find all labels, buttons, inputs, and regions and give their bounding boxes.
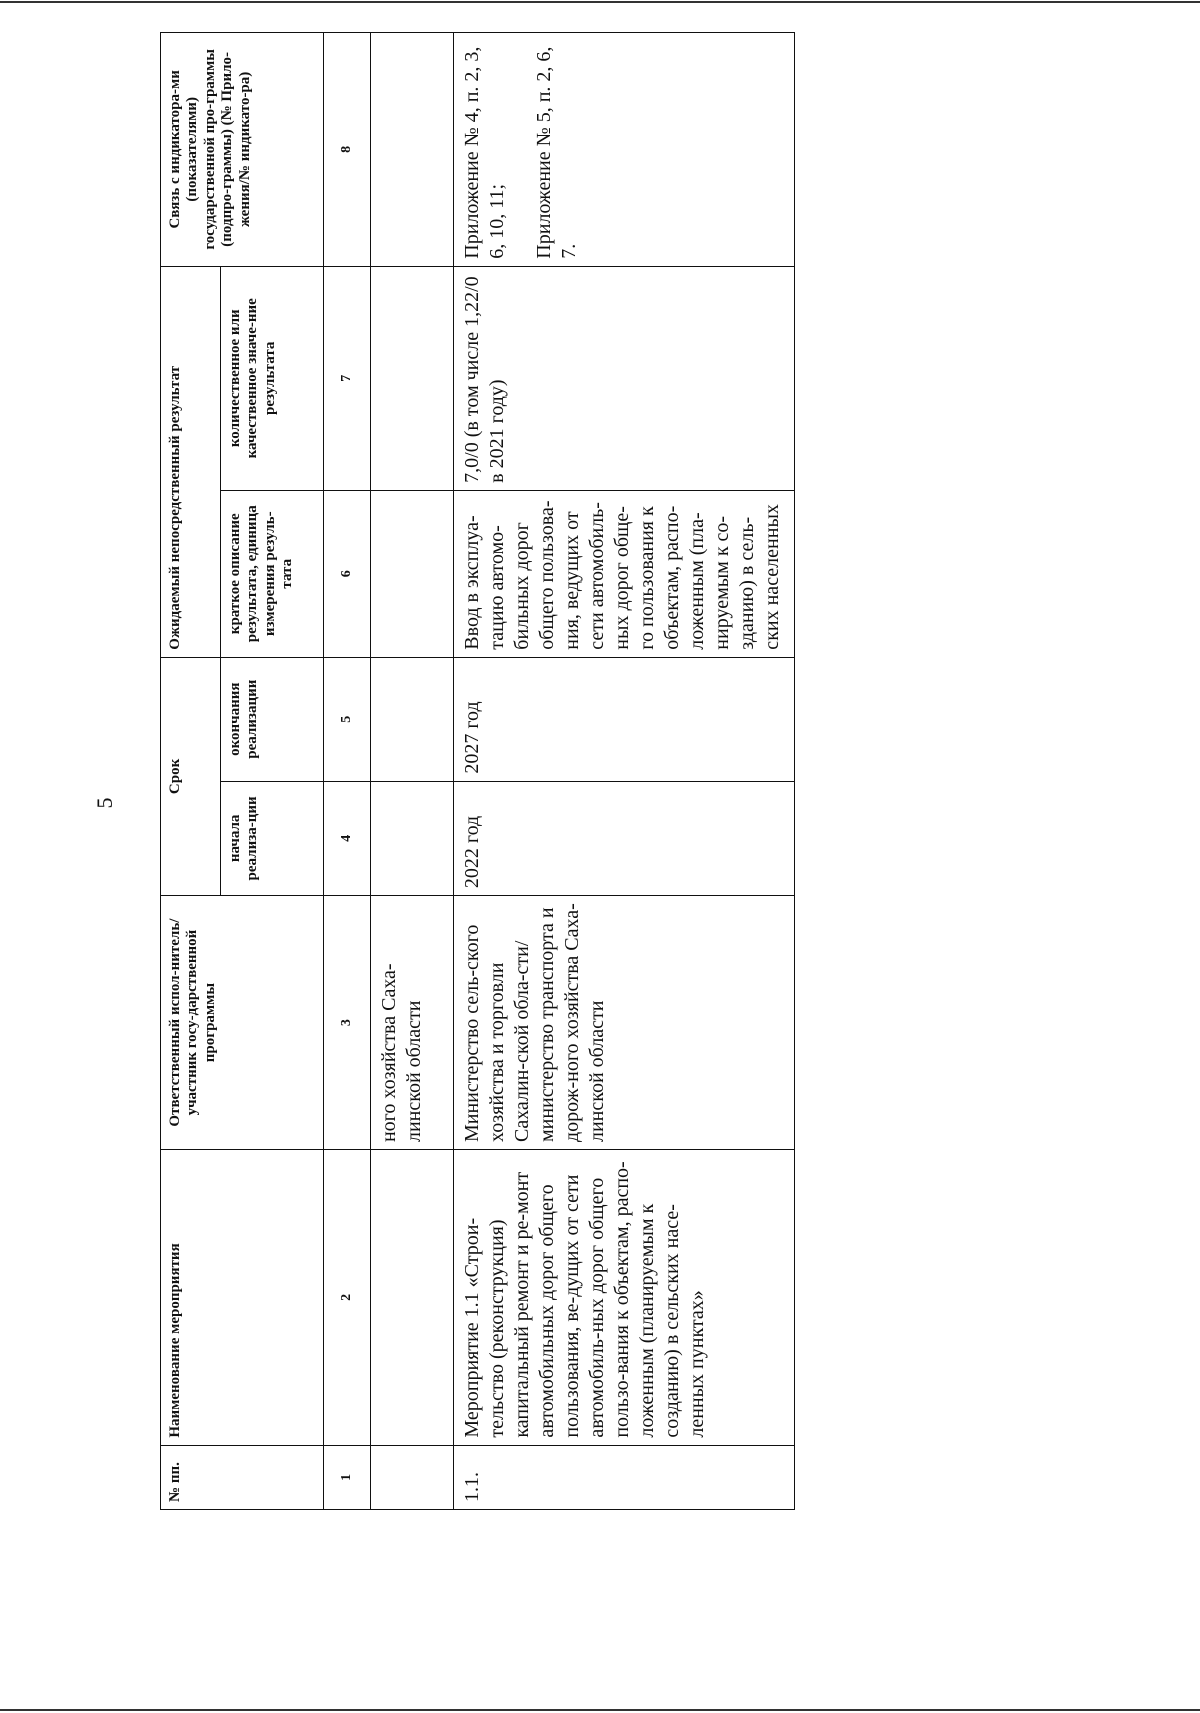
header-row-1 bbox=[161, 33, 221, 1510]
row-number: 1.1. bbox=[454, 1445, 795, 1509]
header-term-end: окончания реализации bbox=[221, 657, 324, 781]
result-value: 7,0/0 (в том числе 1,22/0 в 2021 году) bbox=[454, 266, 795, 490]
continuation-executor: ного хозяйства Саха-линской области bbox=[371, 896, 454, 1150]
header-executor: Ответственный испол-нитель/участник госу-дарственной программы bbox=[161, 896, 324, 1150]
continuation-row bbox=[371, 33, 454, 1510]
cell-empty bbox=[371, 781, 454, 895]
cell-empty bbox=[371, 1445, 454, 1509]
header-result-value: количественное или качественное значе-ние результата bbox=[221, 266, 324, 490]
cell-empty bbox=[371, 490, 454, 657]
column-number: 3 bbox=[324, 896, 371, 1150]
table-row bbox=[454, 33, 795, 1510]
scan-edge-top bbox=[0, 1, 1200, 3]
cell-empty bbox=[371, 657, 454, 781]
column-number: 8 bbox=[324, 33, 371, 267]
header-number: № пп. bbox=[161, 1445, 324, 1509]
result-description: Ввод в эксплуа-тацию автомо-бильных дорог общего пользова-ния, ведущих от сети автомобиль-ных дорог обще-го пользования к объектам, распо-ложенным (пла-нируемым к со-зданию) в сель-ских населенных bbox=[454, 490, 795, 657]
cell-empty bbox=[371, 33, 454, 267]
header-activity-name: Наименование мероприятия bbox=[161, 1150, 324, 1446]
header-term-start: начала реализа-ции bbox=[221, 781, 324, 895]
header-expected-result: Ожидаемый непосредственный результат bbox=[161, 266, 221, 657]
indicators-appendix-4: Приложение № 4, п. 2, 3, 6, 10, 11; bbox=[461, 46, 509, 259]
column-number: 2 bbox=[324, 1150, 371, 1446]
scan-edge-bottom bbox=[0, 1709, 1200, 1711]
activities-table bbox=[160, 32, 795, 1510]
column-number: 4 bbox=[324, 781, 371, 895]
term-start: 2022 год bbox=[454, 781, 795, 895]
header-indicators: Связь с индикатора-ми (показателями) государственной про-граммы (подпро-граммы) (№ Прило-жения/№ индикато-ра) bbox=[161, 33, 324, 267]
activity-executor: Министерство сель-ского хозяйства и торговли Сахалин-ской обла-сти/министерство транспорта и дорож-ного хозяйства Саха-линской области bbox=[454, 896, 795, 1150]
rotated-table-wrapper bbox=[160, 32, 1090, 1510]
header-term: Срок bbox=[161, 657, 221, 895]
header-result-description: краткое описание результата, единица измерения резуль-тата bbox=[221, 490, 324, 657]
column-number: 6 bbox=[324, 490, 371, 657]
indicators-appendix-5: Приложение № 5, п. 2, 6, 7. bbox=[533, 46, 581, 259]
cell-empty bbox=[371, 266, 454, 490]
column-numbers-row bbox=[324, 33, 371, 1510]
column-number: 1 bbox=[324, 1445, 371, 1509]
cell-empty bbox=[371, 1150, 454, 1446]
column-number: 5 bbox=[324, 657, 371, 781]
activity-name: Мероприятие 1.1 «Строи-тельство (реконструкция) капитальный ремонт и ре-монт автомобильных дорог общего пользования, ве-дущих от сети автомобиль-ных дорог общего пользо-вания к объектам, распо-ложенным (планируемым к созданию) в сельских насе-ленных пунктах» bbox=[454, 1150, 795, 1446]
indicators-cell bbox=[454, 33, 795, 267]
page-number: 5 bbox=[92, 797, 117, 809]
column-number: 7 bbox=[324, 266, 371, 490]
term-end: 2027 год bbox=[454, 657, 795, 781]
